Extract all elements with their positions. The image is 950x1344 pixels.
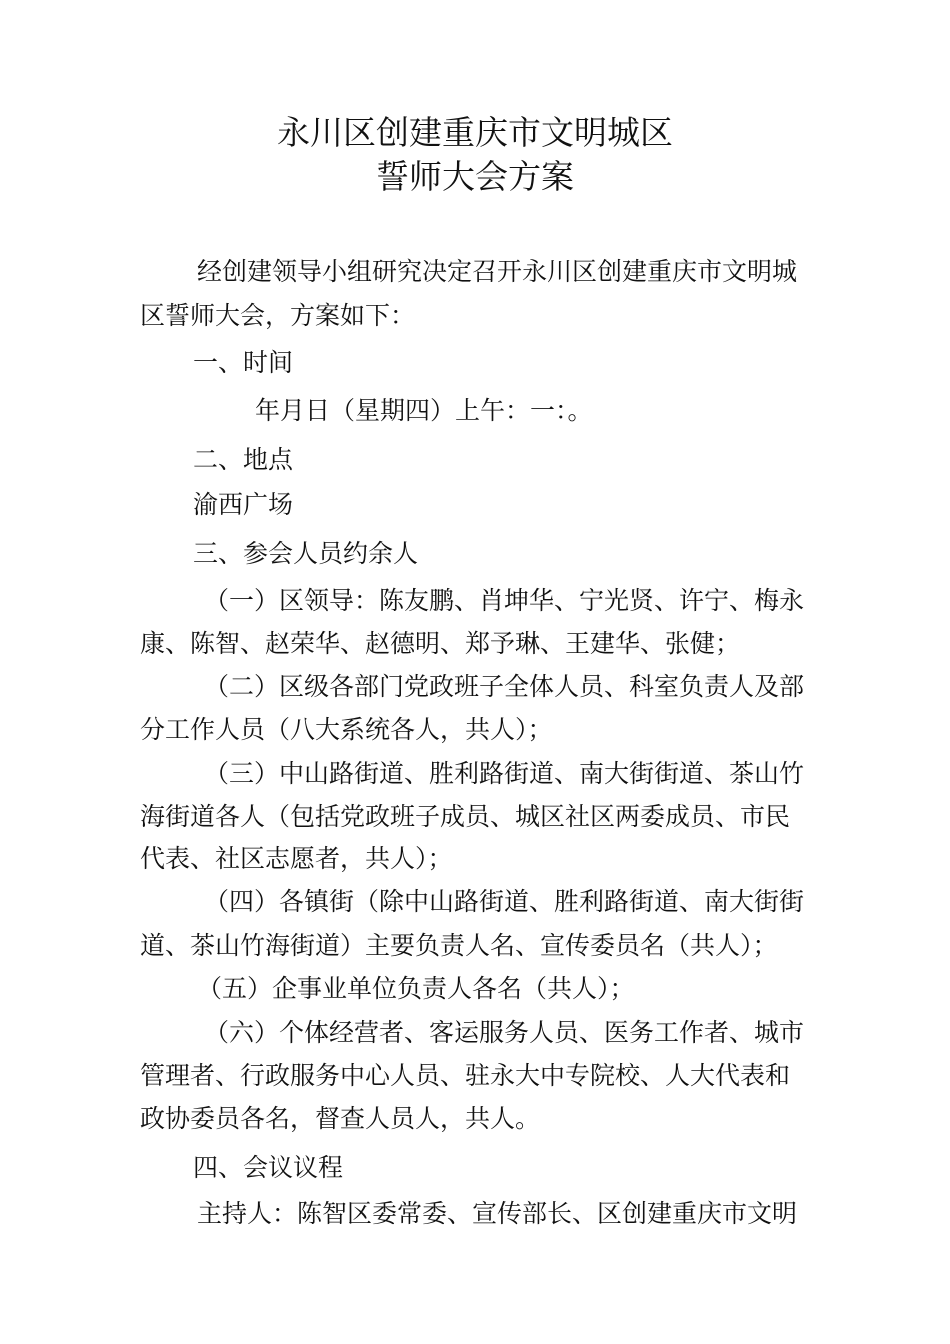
attendee-item-6-line-3: 政协委员各名，督查人员人，共人。 bbox=[140, 1104, 541, 1133]
section-2-heading: 二、地点 bbox=[193, 445, 294, 474]
section-4-heading: 四、会议议程 bbox=[193, 1153, 344, 1182]
attendee-item-5-line-1: （五）企事业单位负责人各名（共人）； bbox=[197, 974, 635, 1003]
attendee-item-3-line-2: 海街道各人（包括党政班子成员、城区社区两委成员、市民 bbox=[140, 802, 791, 831]
document-title-line-1: 永川区创建重庆市文明城区 bbox=[277, 113, 673, 152]
document-title-line-2: 誓师大会方案 bbox=[376, 157, 574, 196]
section-1-heading: 一、时间 bbox=[193, 348, 294, 377]
attendee-item-1-line-1: （一）区领导：陈友鹏、肖坤华、宁光贤、许宁、梅永 bbox=[204, 586, 805, 615]
attendee-item-3-line-1: （三）中山路街道、胜利路街道、南大街街道、茶山竹 bbox=[204, 759, 805, 788]
attendee-item-6-line-2: 管理者、行政服务中心人员、驻永大中专院校、人大代表和 bbox=[140, 1061, 791, 1090]
section-4-host-line: 主持人：陈智区委常委、宣传部长、区创建重庆市文明 bbox=[197, 1199, 798, 1228]
intro-paragraph-line-1: 经创建领导小组研究决定召开永川区创建重庆市文明城 bbox=[197, 257, 798, 286]
section-2-content: 渝西广场 bbox=[193, 490, 294, 519]
attendee-item-4-line-2: 道、茶山竹海街道）主要负责人名、宣传委员名（共人）； bbox=[140, 931, 778, 960]
intro-paragraph-line-2: 区誓师大会，方案如下： bbox=[140, 301, 416, 330]
attendee-item-2-line-1: （二）区级各部门党政班子全体人员、科室负责人及部 bbox=[204, 672, 805, 701]
attendee-item-4-line-1: （四）各镇街（除中山路街道、胜利路街道、南大街街 bbox=[204, 887, 805, 916]
attendee-item-6-line-1: （六）个体经营者、客运服务人员、医务工作者、城市 bbox=[204, 1018, 805, 1047]
attendee-item-2-line-2: 分工作人员（八大系统各人，共人）； bbox=[140, 715, 553, 744]
section-3-heading: 三、参会人员约余人 bbox=[193, 539, 419, 568]
attendee-item-1-line-2: 康、陈智、赵荣华、赵德明、郑予琳、王建华、张健； bbox=[140, 629, 741, 658]
attendee-item-3-line-3: 代表、社区志愿者，共人）； bbox=[140, 844, 453, 873]
section-1-content: 年月日（星期四）上午：一：。 bbox=[255, 396, 593, 425]
